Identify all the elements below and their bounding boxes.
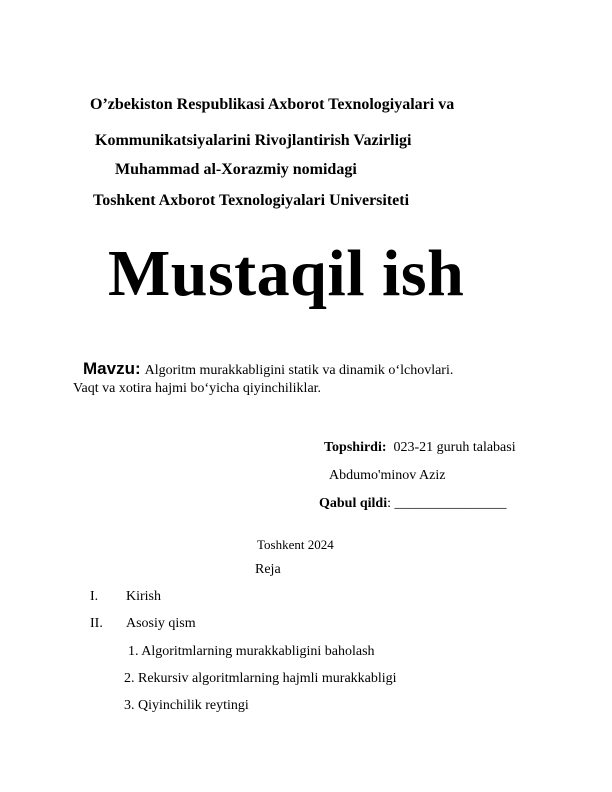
submitted-label: Topshirdi:	[324, 440, 387, 455]
city-year: Toshkent 2024	[257, 537, 334, 552]
document-title: Mustaqil ish	[108, 237, 465, 310]
plan-heading: Reja	[255, 562, 281, 577]
ministry-line-1: O’zbekiston Respublikasi Axborot Texnologiyalari va	[90, 96, 455, 113]
submitted-group: 023-21 guruh talabasi	[393, 440, 516, 455]
submitted-line	[324, 440, 516, 456]
plan-item-2: Asosiy qism	[126, 616, 196, 631]
student-name: Abdumo'minov Aziz	[329, 468, 446, 483]
topic-text-2: Vaqt va xotira hajmi bo‘yicha qiyinchiliklar.	[73, 381, 322, 396]
accepted-line	[319, 496, 506, 512]
accepted-label: Qabul qildi	[319, 496, 388, 511]
plan-numeral-2: II.	[90, 616, 103, 631]
topic-text-1: Algoritm murakkabligini statik va dinamik o‘lchovlari.	[144, 363, 454, 378]
plan-item-1: Kirish	[126, 589, 161, 604]
topic-line-1	[83, 359, 453, 379]
plan-subitem-3: 3. Qiyinchilik reytingi	[124, 698, 249, 713]
university-line-2: Toshkent Axborot Texnologiyalari Universiteti	[93, 192, 410, 209]
plan-subitem-2: 2. Rekursiv algoritmlarning hajmli murakkabligi	[124, 671, 397, 686]
ministry-line-2: Kommunikatsiyalarini Rivojlantirish Vazirligi	[95, 132, 412, 149]
accepted-value: : ________________	[387, 496, 507, 511]
plan-numeral-1: I.	[90, 589, 99, 604]
topic-label: Mavzu:	[83, 359, 141, 378]
plan-subitem-1: 1. Algoritmlarning murakkabligini baholash	[128, 644, 375, 659]
university-line-1: Muhammad al-Xorazmiy nomidagi	[115, 161, 357, 178]
